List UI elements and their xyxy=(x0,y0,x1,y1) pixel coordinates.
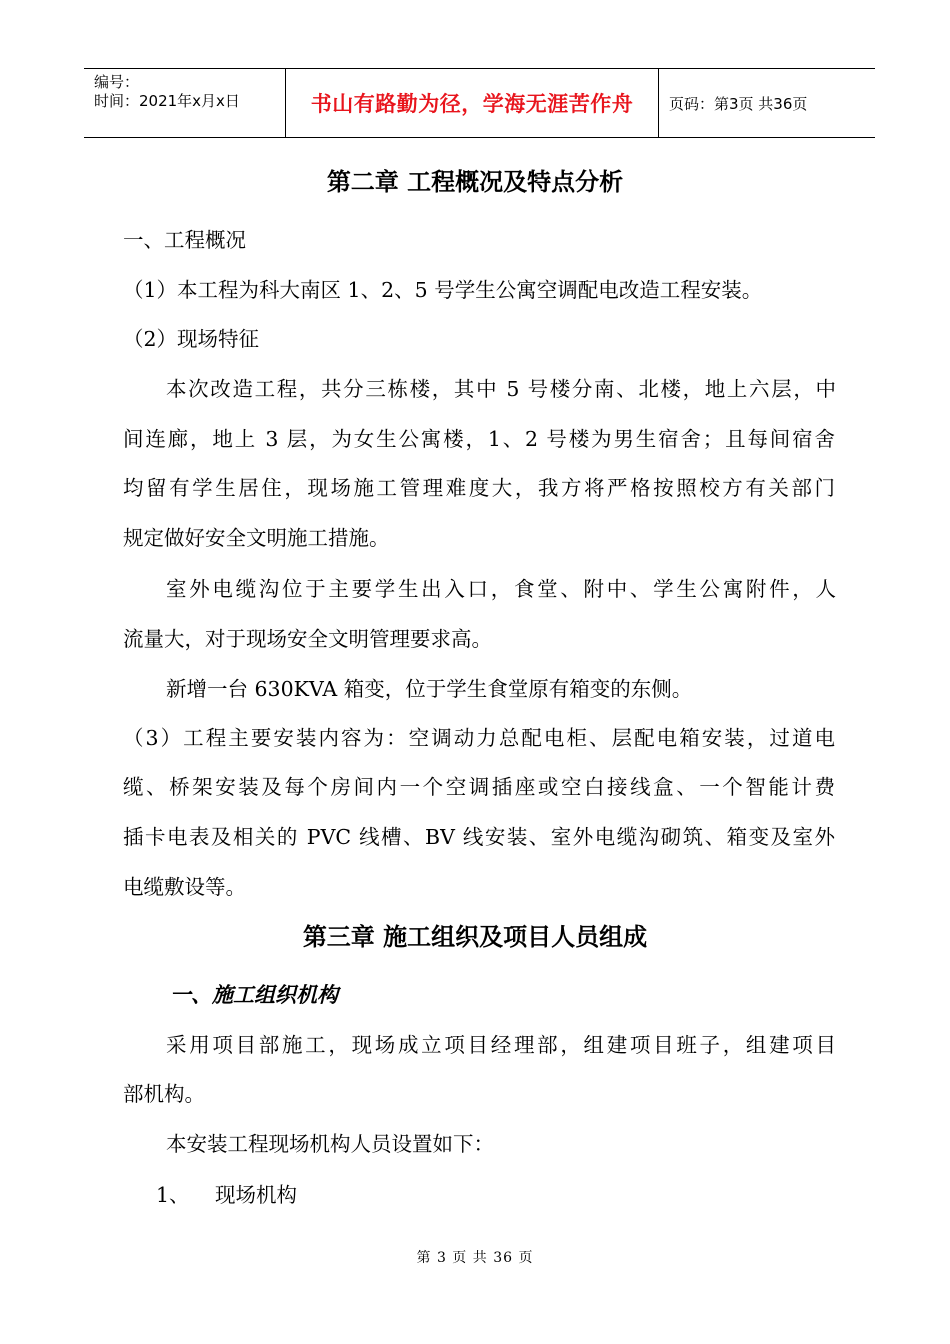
paragraph-line: 室外电缆沟位于主要学生出入口，食堂、附中、学生公寓附件，人 xyxy=(166,577,836,601)
chapter-3-title: 第三章 施工组织及项目人员组成 xyxy=(302,923,648,951)
page-header xyxy=(84,68,875,138)
paragraph-line: 本次改造工程，共分三栋楼，其中 5 号楼分南、北楼，地上六层，中 xyxy=(166,377,836,401)
list-item-text: 现场机构 xyxy=(215,1183,297,1207)
item-2: （2）现场特征 xyxy=(123,327,260,351)
paragraph-line: 本安装工程现场机构人员设置如下： xyxy=(166,1132,494,1156)
section-heading: 一、工程概况 xyxy=(123,228,246,252)
header-motto-cell xyxy=(286,69,659,137)
document-number-label: 编号： xyxy=(94,73,140,91)
section-heading-org: 一、施工组织机构 xyxy=(170,983,338,1007)
paragraph-line: 规定做好安全文明施工措施。 xyxy=(123,526,390,550)
page-footer: 第 3 页 共 36 页 xyxy=(416,1250,534,1266)
chapter-2-title: 第二章 工程概况及特点分析 xyxy=(326,168,624,196)
item-3-line: 电缆敷设等。 xyxy=(123,875,246,899)
paragraph-line: 均留有学生居住，现场施工管理难度大，我方将严格按照校方有关部门 xyxy=(123,476,835,500)
list-number: 1、 xyxy=(156,1183,190,1207)
paragraph-line: 间连廊，地上 3 层，为女生公寓楼，1、2 号楼为男生宿舍；且每间宿舍 xyxy=(123,427,835,451)
paragraph-line: 新增一台 630KVA 箱变，位于学生食堂原有箱变的东侧。 xyxy=(166,677,693,701)
paragraph-line: 流量大，对于现场安全文明管理要求高。 xyxy=(123,627,492,651)
header-page-cell xyxy=(659,69,875,137)
item-3-line: 缆、桥架安装及每个房间内一个空调插座或空白接线盒、一个智能计费 xyxy=(123,775,835,799)
item-3-line: 插卡电表及相关的 PVC 线槽、BV 线安装、室外电缆沟砌筑、箱变及室外 xyxy=(123,825,835,849)
paragraph-line: 采用项目部施工，现场成立项目经理部，组建项目班子，组建项目 xyxy=(166,1033,836,1057)
header-motto: 书山有路勤为径，学海无涯苦作舟 xyxy=(310,92,634,116)
header-page-number: 页码：第3页 共36页 xyxy=(669,94,808,113)
paragraph-line: 部机构。 xyxy=(123,1082,205,1106)
item-3-line: （3）工程主要安装内容为：空调动力总配电柜、层配电箱安装，过道电 xyxy=(123,726,835,750)
document-time-label: 时间：2021年x月x日 xyxy=(94,92,240,110)
header-meta xyxy=(84,69,286,137)
item-1: （1）本工程为科大南区 1、2、5 号学生公寓空调配电改造工程安装。 xyxy=(123,278,763,302)
